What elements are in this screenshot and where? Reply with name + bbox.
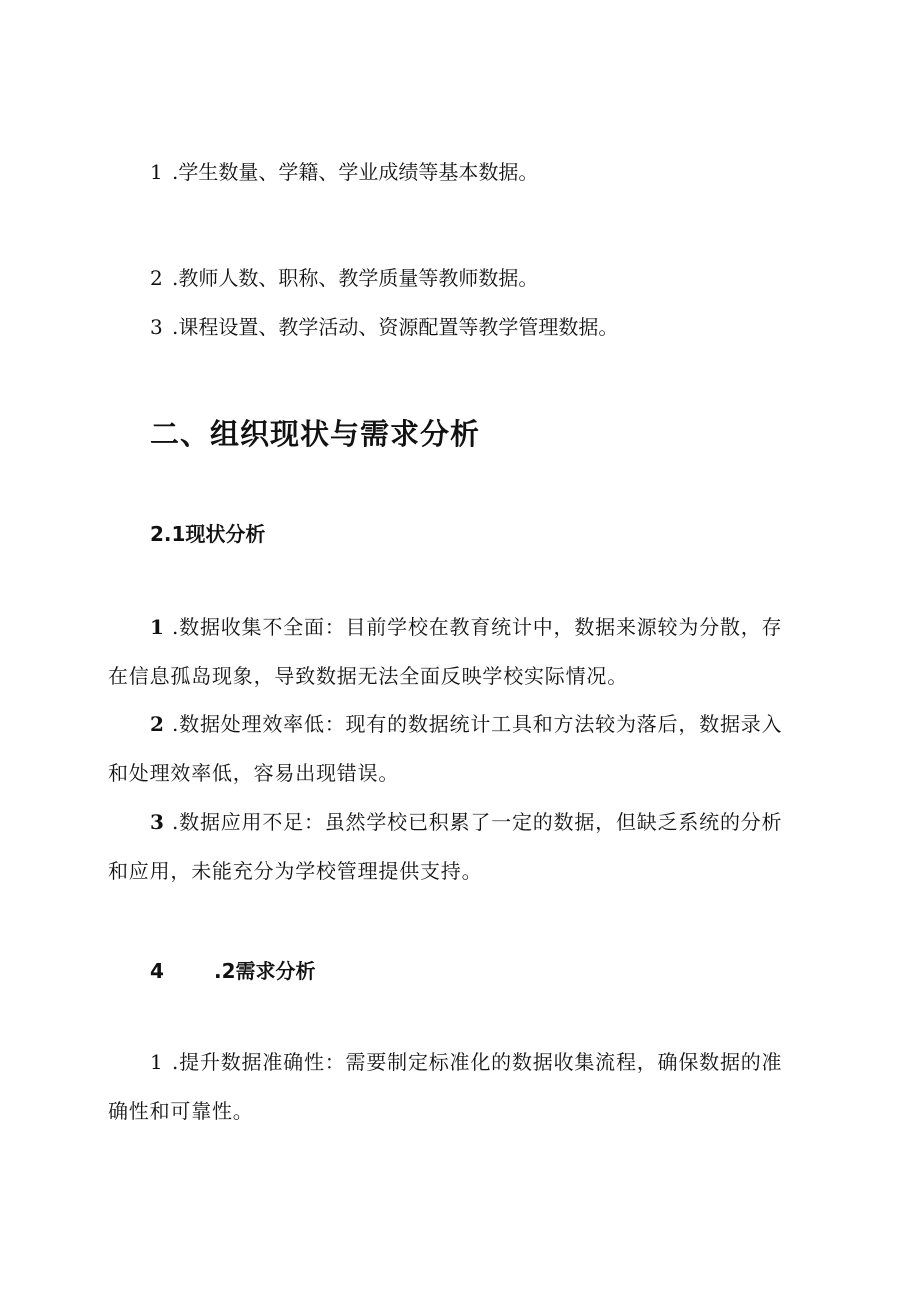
item-text-continued: 和应用，未能充分为学校管理提供支持。: [108, 859, 483, 883]
item-number: 3: [150, 810, 165, 834]
paragraph-line: [150, 808, 782, 836]
subsection-title: .2需求分析: [214, 959, 316, 983]
list-text: .课程设置、教学活动、资源配置等教学管理数据。: [172, 315, 619, 339]
section-heading: 二、组织现状与需求分析: [150, 417, 481, 451]
item-text: .提升数据准确性：需要制定标准化的数据收集流程，确保数据的准: [172, 1050, 783, 1074]
list-item: [150, 313, 618, 341]
paragraph-line: [108, 857, 482, 885]
list-text: .学生数量、学籍、学业成绩等基本数据。: [172, 160, 539, 184]
list-item: [150, 264, 538, 292]
paragraph-line: [150, 613, 782, 641]
list-number: 3: [150, 315, 163, 339]
item-text: .数据收集不全面：目前学校在教育统计中，数据来源较为分散，存: [172, 615, 783, 639]
paragraph-line: [150, 710, 782, 738]
paragraph-line: [108, 1097, 254, 1125]
item-text: .数据应用不足：虽然学校已积累了一定的数据，但缺乏系统的分析: [172, 810, 783, 834]
item-number: 2: [150, 712, 165, 736]
paragraph-line: [108, 759, 399, 787]
list-number: 2: [150, 266, 163, 290]
paragraph-line: [108, 662, 628, 690]
item-number: 1: [150, 1050, 164, 1074]
item-text-continued: 在信息孤岛现象，导致数据无法全面反映学校实际情况。: [108, 664, 628, 688]
list-text: .教师人数、职称、教学质量等教师数据。: [172, 266, 539, 290]
item-text-continued: 和处理效率低，容易出现错误。: [108, 761, 400, 785]
list-item: [150, 158, 538, 186]
item-text-continued: 确性和可靠性。: [108, 1099, 254, 1123]
item-number: 1: [150, 615, 165, 639]
paragraph-line: [150, 1048, 782, 1076]
subsection-title: 2.1现状分析: [150, 522, 266, 546]
item-text: .数据处理效率低：现有的数据统计工具和方法较为落后，数据录入: [172, 712, 783, 736]
list-number: 1: [150, 160, 163, 184]
subsection-number: 4: [150, 959, 164, 983]
